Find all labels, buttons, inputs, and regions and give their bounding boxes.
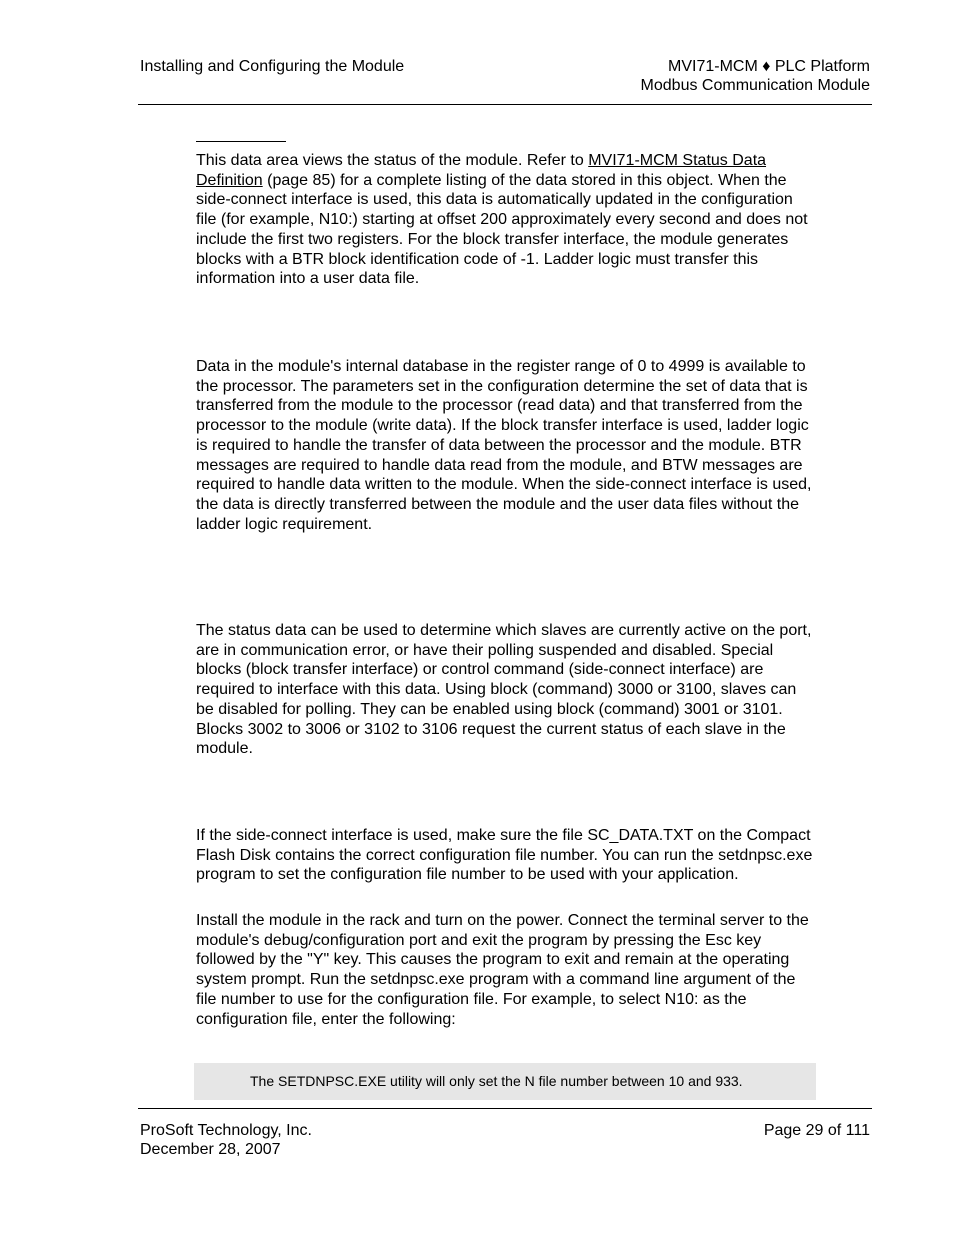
- heading-underline: [196, 141, 286, 142]
- install-paragraph: Install the module in the rack and turn on the power. Connect the terminal server to the module's debug/configuration port and exit the program by pressing the Esc key followed by the "Y" key. This causes the program to exit and remain at the operating system prompt. Run the setdnpsc.exe program with a command line argument of the file number to use for the configuration file. For example, to select N10: as the configuration file, enter the following:: [196, 912, 809, 1028]
- footer-date: December 28, 2007: [140, 1141, 281, 1158]
- header-product-line1: MVI71-MCM ♦ PLC Platform: [668, 58, 870, 75]
- slave-status-paragraph: The status data can be used to determine which slaves are currently active on the port, are in communication error, or have their polling suspended and disabled. Special blocks (block transfer interface) or control command (side-connect interface) are required to interface with this data. Using block (command) 3000 or 3100, slaves can be disabled for polling. They can be enabled using block (command) 3001 or 3101. Blocks 3002 to 3006 or 3102 to 3106 request the current status of each slave in the module.: [196, 622, 812, 758]
- note-text: The SETDNPSC.EXE utility will only set the N file number between 10 and 933.: [250, 1073, 743, 1089]
- note-box: [194, 1063, 816, 1100]
- footer-company: ProSoft Technology, Inc.: [140, 1122, 312, 1139]
- header-product-line2: Modbus Communication Module: [640, 77, 870, 94]
- status-data-text-start: This data area views the status of the module. Refer to: [196, 152, 589, 169]
- status-data-text-end: (page 85) for a complete listing of the data stored in this object. When the side-connect interface is used, this data is automatically updated in the configuration file (for example, N10:) starting at offset 200 approximately every second and does not include the first two registers. For the block transfer interface, the module generates blocks with a BTR block identification code of -1. Ladder logic must transfer this information into a user data file.: [196, 171, 808, 288]
- side-connect-paragraph: If the side-connect interface is used, make sure the file SC_DATA.TXT on the Compact Flash Disk contains the correct configuration file number. You can run the setdnpsc.exe program to set the configuration file number to be used with your application.: [196, 827, 813, 884]
- header-product: [641, 57, 870, 95]
- database-paragraph: Data in the module's internal database in the register range of 0 to 4999 is available to the processor. The parameters set in the configuration determine the set of data that is transferred from the module to the processor (read data) and that transferred from the processor to the module (write data). If the block transfer interface is used, ladder logic is required to handle the transfer of data between the processor and the module. BTR messages are required to handle data read from the module, and BTW messages are required to handle data written to the module. When the side-connect interface is used, the data is directly transferred between the module and the user data files without the ladder logic requirement.: [196, 358, 812, 533]
- footer-divider: [138, 1108, 872, 1109]
- status-data-definition-link[interactable]: MVI71-MCM Status Data Definition: [196, 152, 767, 189]
- footer-page-number: Page 29 of 111: [763, 1122, 870, 1139]
- header-divider: [138, 104, 872, 105]
- status-data-paragraph: [196, 151, 816, 289]
- header-section-title: Installing and Configuring the Module: [140, 58, 405, 75]
- footer-publisher: [140, 1121, 312, 1159]
